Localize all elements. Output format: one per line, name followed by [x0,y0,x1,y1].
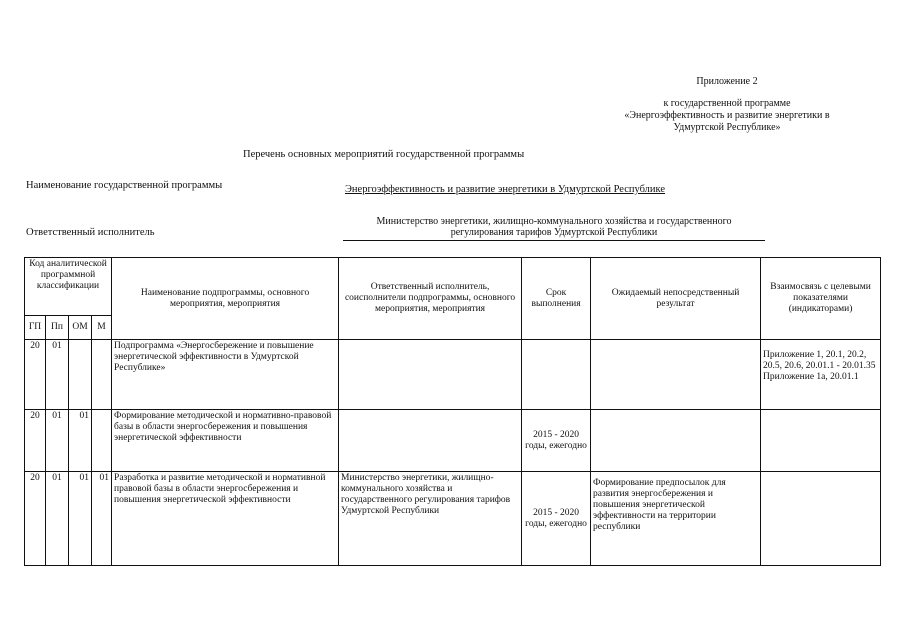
cell-executor: Министерство энергетики, жилищно-коммунального хозяйства и государственного регулирования тарифов Удмуртской Республики [339,472,522,566]
appendix-line: Удмуртской Республике» [673,122,781,133]
cell-link [761,472,881,566]
program-name-value: Энергоэффективность и развитие энергетики в Удмуртской Республике [345,184,666,195]
cell-executor [339,340,522,410]
cell-om [69,340,92,410]
header-executor: Ответственный исполнитель, соисполнители подпрограммы, основного мероприятия, мероприятия [339,258,522,340]
cell-pp: 01 [46,340,69,410]
cell-name: Разработка и развитие методической и нормативной правовой базы в области энергосбережения и повышения энергетической эффективности [112,472,339,566]
cell-executor [339,410,522,472]
cell-term [522,340,591,410]
cell-m [92,410,112,472]
cell-gp: 20 [25,340,46,410]
cell-om: 01 [69,472,92,566]
executor-value [343,216,765,241]
document-title: Перечень основных мероприятий государственной программы [243,149,525,160]
executor-label: Ответственный исполнитель [26,227,155,238]
cell-name: Формирование методической и нормативно-правовой базы в области энергосбережения и повышения энергетической эффективности [112,410,339,472]
program-name-label: Наименование государственной программы [26,180,223,191]
appendix-title: Приложение 2 [696,76,758,87]
header-om: ОМ [69,316,92,340]
cell-om: 01 [69,410,92,472]
table-row [25,410,881,472]
header-pp: Пп [46,316,69,340]
header-name: Наименование подпрограммы, основного мероприятия, мероприятия [112,258,339,340]
appendix-block [587,76,867,134]
header-m: М [92,316,112,340]
cell-m [92,340,112,410]
executor-value-line: регулирования тарифов Удмуртской Республики [450,227,658,238]
cell-gp: 20 [25,472,46,566]
table-row [25,340,881,410]
cell-term: 2015 - 2020 годы, ежегодно [522,410,591,472]
cell-link: Приложение 1, 20.1, 20.2, 20.5, 20.6, 20.01.1 - 20.01.35 Приложение 1а, 20.01.1 [761,340,881,410]
header-gp: ГП [25,316,46,340]
cell-pp: 01 [46,472,69,566]
header-code-group: Код аналитической программной классификации [25,258,112,316]
header-link: Взаимосвязь с целевыми показателями (индикаторами) [761,258,881,340]
executor-value-line: Министерство энергетики, жилищно-коммунального хозяйства и государственного [376,216,732,227]
cell-result [591,410,761,472]
appendix-line: к государственной программе [663,98,791,109]
header-term: Срок выполнения [522,258,591,340]
cell-result: Формирование предпосылок для развития энергосбережения и повышения энергетической эффективности на территории республики [591,472,761,566]
cell-result [591,340,761,410]
measures-table [24,257,881,566]
cell-term: 2015 - 2020 годы, ежегодно [522,472,591,566]
header-result: Ожидаемый непосредственный результат [591,258,761,340]
appendix-line: «Энергоэффективность и развитие энергетики в [624,110,830,121]
cell-gp: 20 [25,410,46,472]
table-row [25,472,881,566]
cell-name: Подпрограмма «Энергосбережение и повышение энергетической эффективности в Удмуртской Республике» [112,340,339,410]
cell-pp: 01 [46,410,69,472]
cell-link [761,410,881,472]
cell-m: 01 [92,472,112,566]
